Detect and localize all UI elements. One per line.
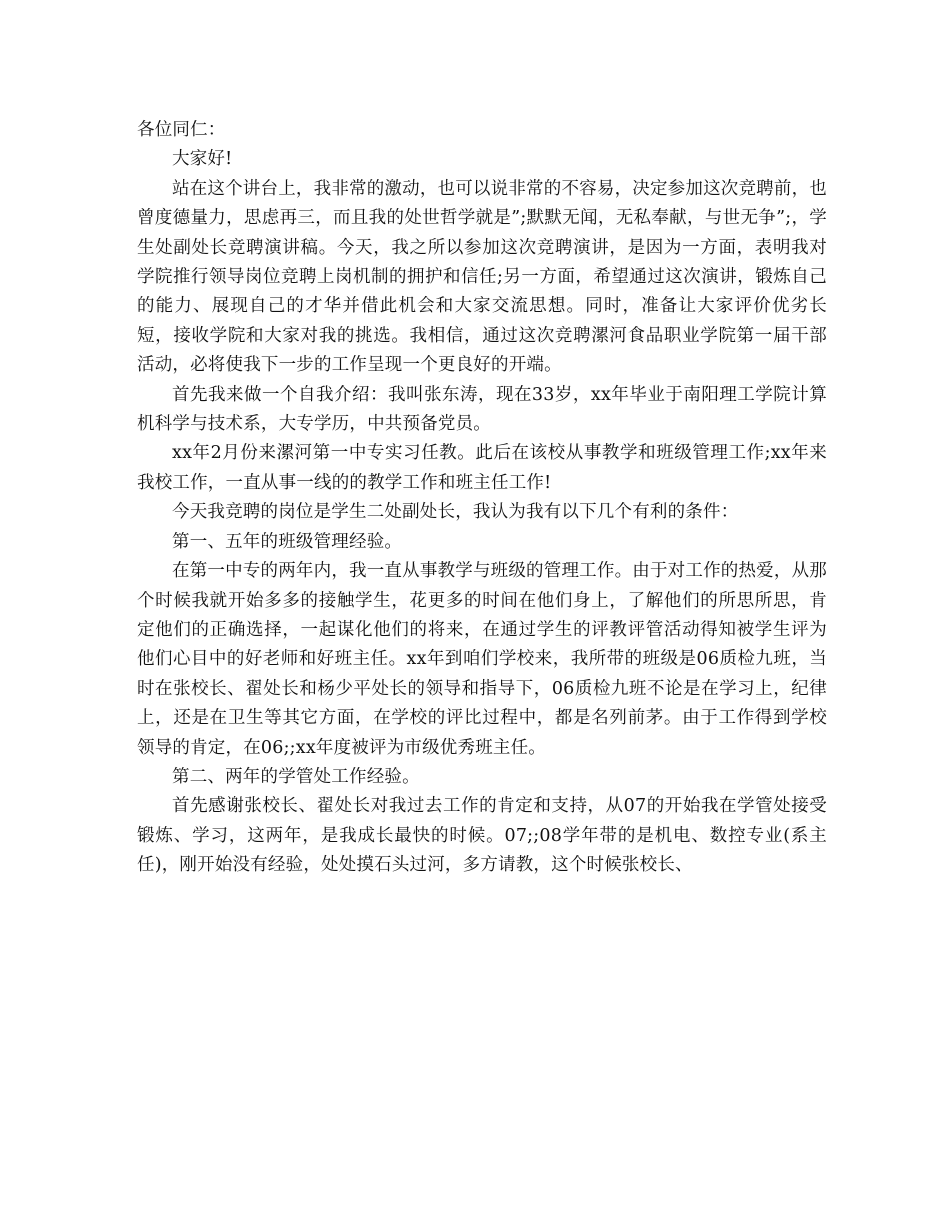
paragraph-position: 今天我竞聘的岗位是学生二处副处长，我认为我有以下几个有利的条件：: [172, 502, 739, 523]
document-body: [137, 116, 827, 881]
heading-first-condition: 第一、五年的班级管理经验。: [172, 531, 403, 552]
salutation: 各位同仁：: [137, 120, 226, 140]
heading-second-condition: 第二、两年的学管处工作经验。: [172, 766, 420, 787]
paragraph-class-management: 在第一中专的两年内，我一直从事教学与班级的管理工作。由于对工作的热爱，从那个时候我就开始多多的接触学生，花更多的时间在他们身上，了解他们的所思所思，肯定他们的正确选择，一起谋化他们的将来，在通过学生的评教评管活动得知被学生评为他们心目中的好老师和好班主任。xx年到咱们学校来，我所带的班级是06质检九班，当时在张校长、翟处长和杨少平处长的领导和指导下，06质检九班不论是在学习上，纪律上，还是在卫生等其它方面，在学校的评比过程中，都是名列前茅。由于工作得到学校领导的肯定，在06;;xx年度被评为市级优秀班主任。: [137, 561, 827, 758]
paragraph-work-history: xx年2月份来漯河第一中专实习任教。此后在该校从事教学和班级管理工作;xx年来我校工作，一直从事一线的的教学工作和班主任工作!: [137, 443, 827, 493]
paragraph-greeting: 大家好!: [172, 149, 233, 170]
paragraph-intro: 站在这个讲台上，我非常的激动，也可以说非常的不容易，决定参加这次竞聘前，也曾度德量力，思虑再三，而且我的处世哲学就是”;默默无闻，无私奉献，与世无争”;，学生处副处长竞聘演讲稿。今天，我之所以参加这次竞聘演讲，是因为一方面，表明我对学院推行领导岗位竞聘上岗机制的拥护和信任;另一方面，希望通过这次演讲，锻炼自己的能力、展现自己的才华并借此机会和大家交流思想。同时，准备让大家评价优劣长短，接收学院和大家对我的挑选。我相信，通过这次竞聘漯河食品职业学院第一届干部活动，必将使我下一步的工作呈现一个更良好的开端。: [137, 178, 827, 376]
paragraph-self-introduction: 首先我来做一个自我介绍：我叫张东涛，现在33岁，xx年毕业于南阳理工学院计算机科学与技术系，大专学历，中共预备党员。: [137, 384, 827, 435]
paragraph-student-affairs: 首先感谢张校长、翟处长对我过去工作的肯定和支持，从07的开始我在学管处接受锻炼、学习，这两年，是我成长最快的时候。07;;08学年带的是机电、数控专业(系主任)，刚开始没有经验，处处摸石头过河，多方请教，这个时候张校长、: [137, 796, 827, 876]
